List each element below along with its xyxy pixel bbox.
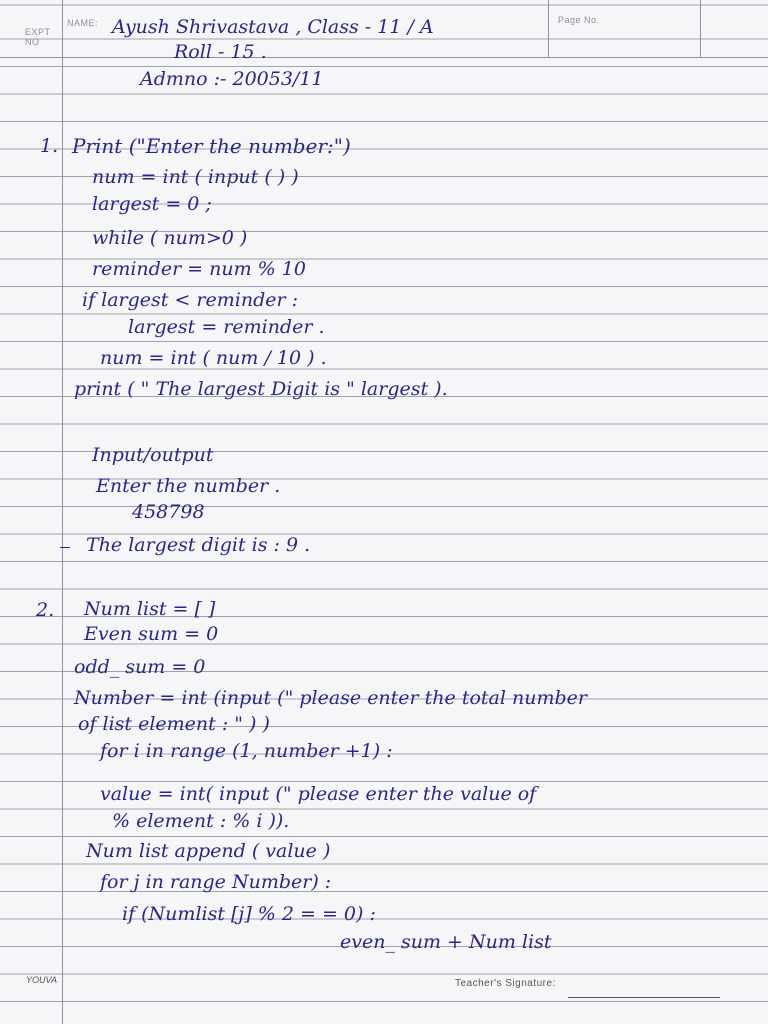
q2-code-line: of list element : " ) ) (78, 713, 270, 735)
q1-code-line: Print ("Enter the number:") (72, 134, 351, 158)
student-name-line: Ayush Shrivastava , Class - 11 / A (112, 16, 434, 38)
io-value: 458798 (132, 501, 205, 523)
q2-code-line: even_ sum + Num list (340, 931, 552, 953)
page-number-box-left (548, 0, 549, 57)
q1-code-line: while ( num>0 ) (92, 227, 248, 249)
q2-code-line: for j in range Number) : (100, 871, 332, 893)
margin-rule (62, 0, 63, 1024)
q2-code-line: Number = int (input (" please enter the total number (74, 687, 587, 709)
q1-code-line: print ( " The largest Digit is " largest ). (74, 378, 448, 400)
teacher-signature-line (568, 997, 720, 998)
question-1-number: 1. (40, 135, 59, 157)
q2-code-line: for i in range (1, number +1) : (100, 740, 393, 762)
q2-code-line: Num list = [ ] (84, 598, 216, 620)
teacher-signature-label: Teacher's Signature: (455, 978, 556, 989)
no-label: NO (25, 37, 40, 47)
youva-logo: YOUVA (26, 975, 58, 985)
q2-code-line: odd_ sum = 0 (74, 656, 206, 678)
q1-code-line: if largest < reminder : (82, 289, 299, 311)
io-result: The largest digit is : 9 . (86, 534, 311, 556)
name-label: NAME: (67, 18, 99, 28)
page-number-box-right (700, 0, 701, 57)
arrow-mark (60, 547, 70, 548)
header-rule (0, 57, 768, 58)
q1-code-line: num = int ( input ( ) ) (92, 166, 299, 188)
q2-code-line: Num list append ( value ) (86, 840, 331, 862)
roll-line: Roll - 15 . (174, 41, 267, 63)
q1-code-line: reminder = num % 10 (92, 258, 306, 280)
expt-label: EXPT (25, 27, 51, 37)
io-heading: Input/output (92, 444, 214, 466)
q1-code-line: num = int ( num / 10 ) . (100, 347, 327, 369)
admission-number-line: Admno :- 20053/11 (140, 68, 324, 90)
io-prompt: Enter the number . (96, 475, 281, 497)
q2-code-line: % element : % i )). (112, 810, 290, 832)
q1-code-line: largest = 0 ; (92, 193, 212, 215)
page-no-label: Page No. (558, 15, 600, 25)
question-2-number: 2. (36, 599, 55, 621)
q2-code-line: value = int( input (" please enter the value of (100, 783, 537, 805)
q2-code-line: Even sum = 0 (84, 623, 219, 645)
q2-code-line: if (Numlist [j] % 2 = = 0) : (122, 903, 376, 925)
q1-code-line: largest = reminder . (128, 316, 325, 338)
